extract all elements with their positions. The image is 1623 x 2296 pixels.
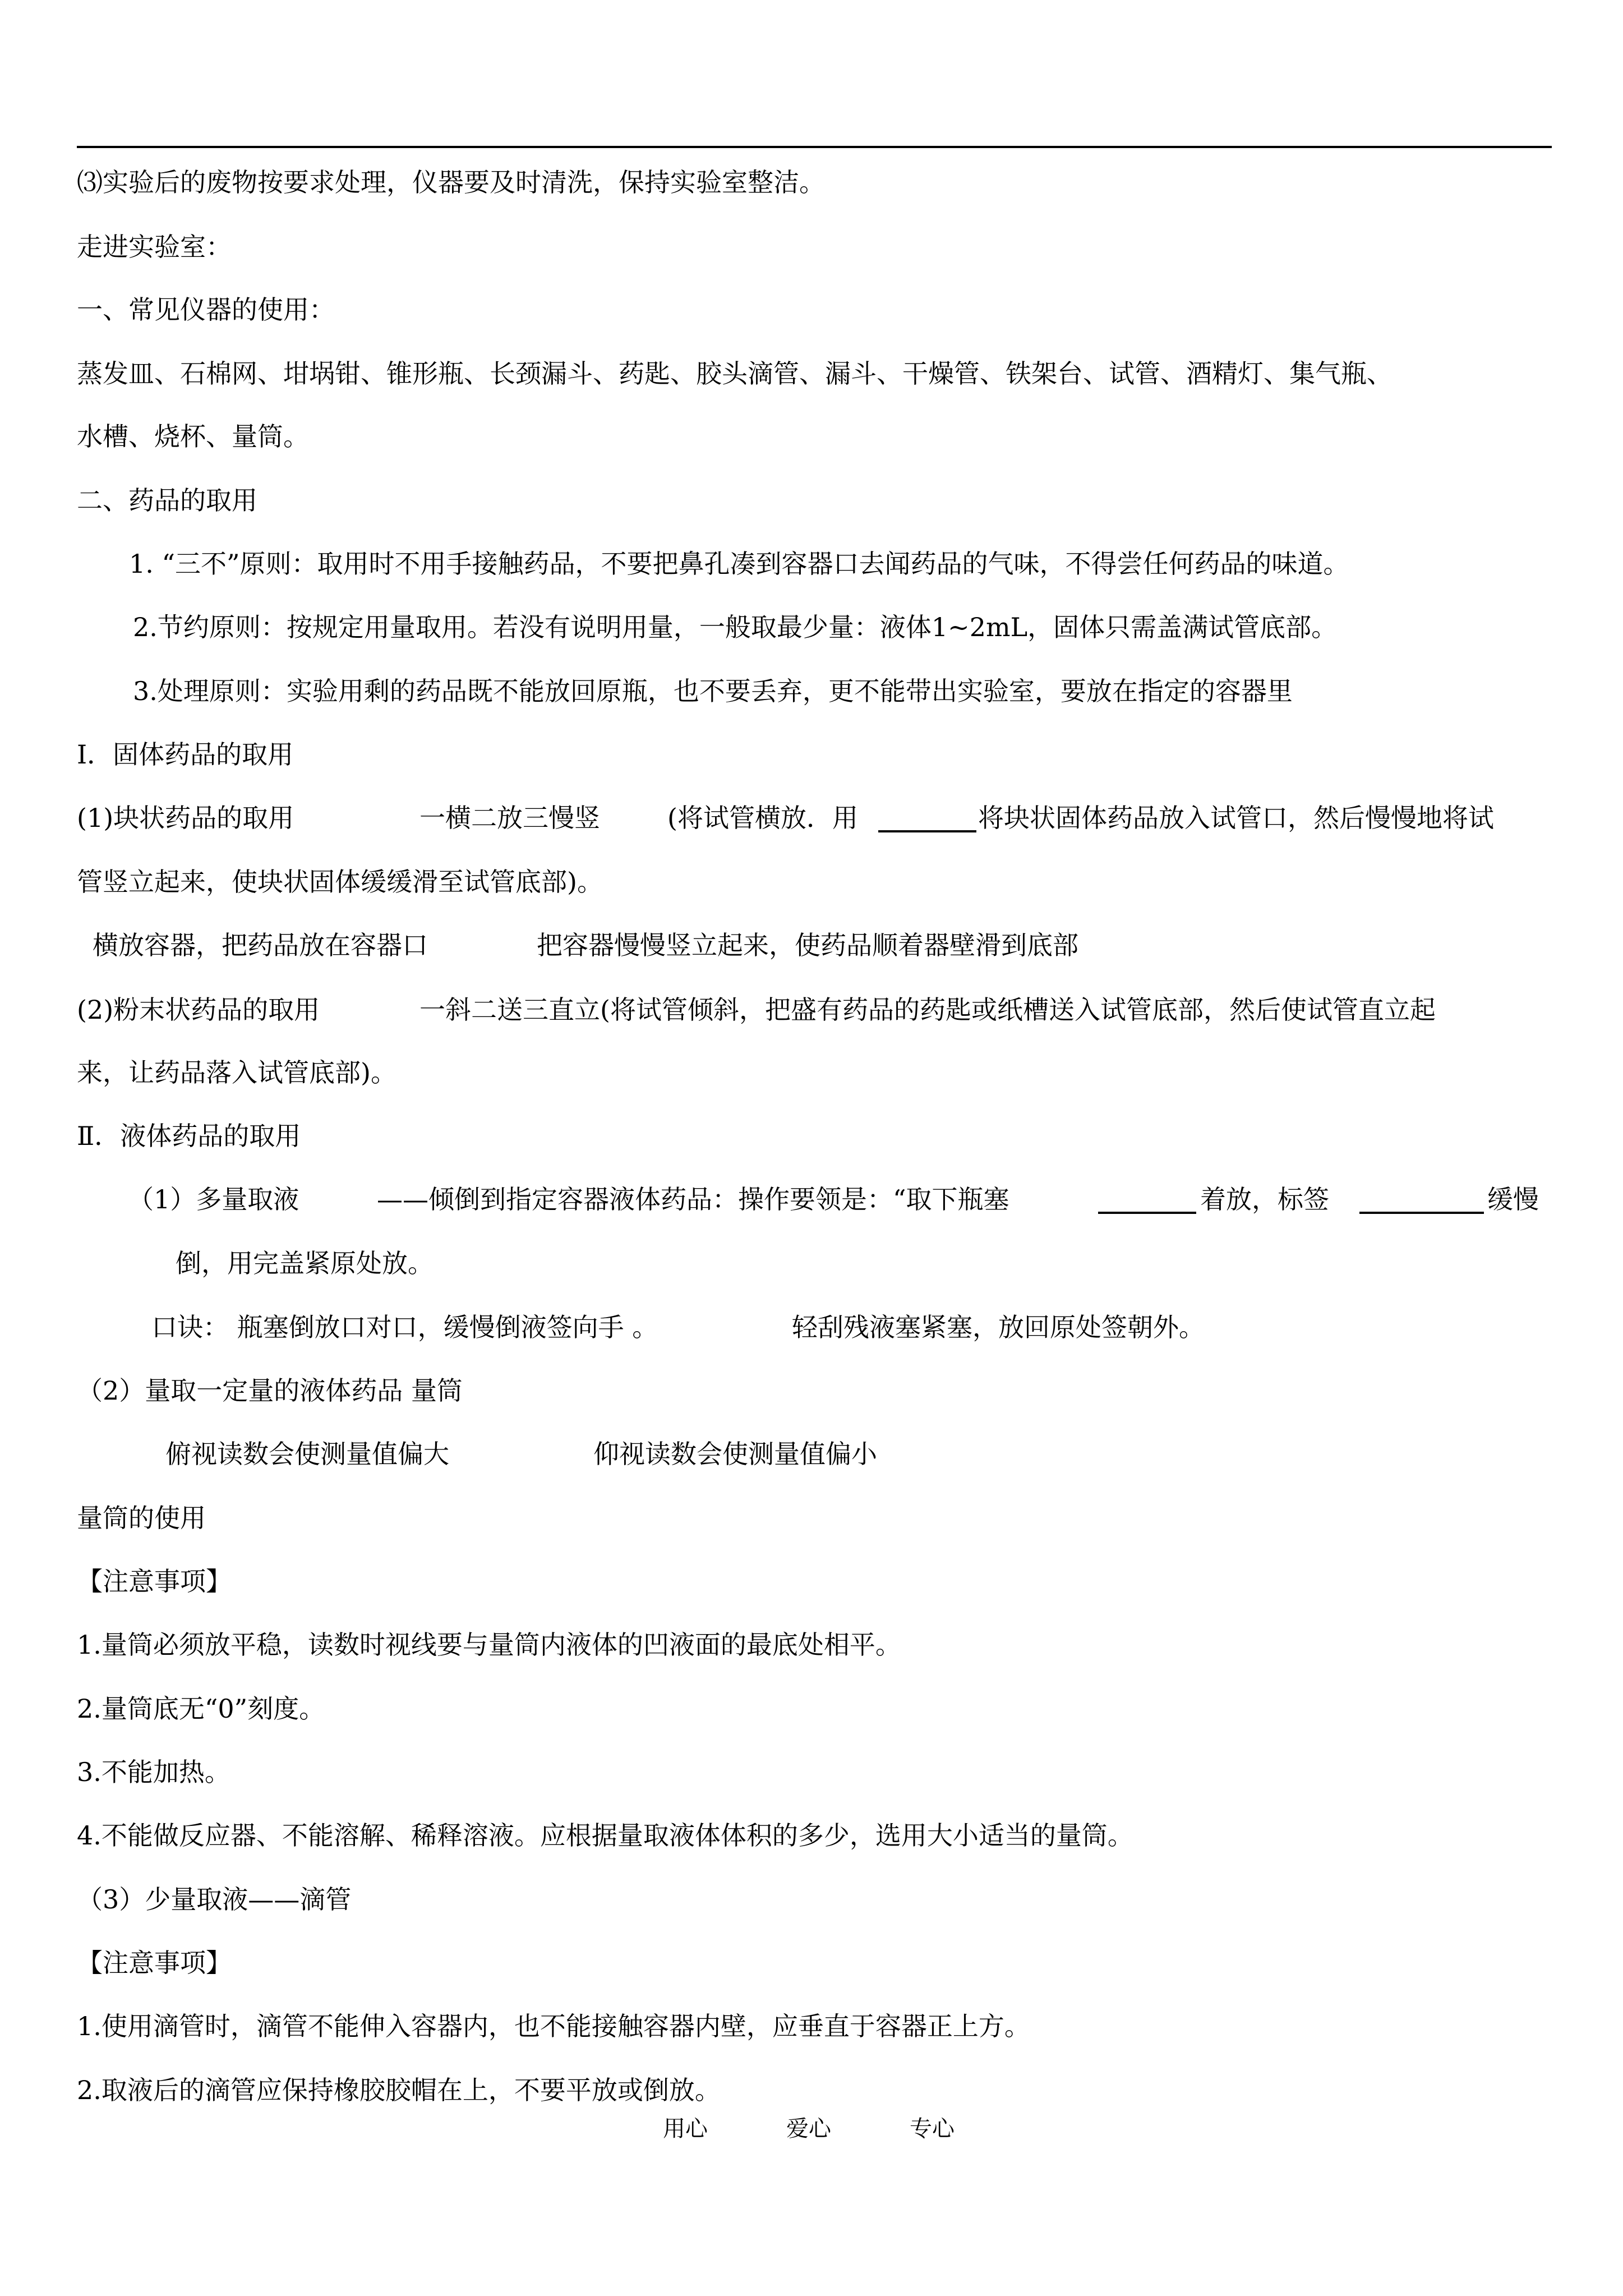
line-lump-after: 将块状固体药品放入试管口，然后慢慢地将试 — [978, 803, 1494, 833]
text-line: （3）少量取液——滴管 — [77, 1884, 352, 1915]
fill-blank — [1098, 1187, 1196, 1214]
text-line: 把容器慢慢竖立起来，使药品顺着器壁滑到底部 — [537, 930, 1078, 960]
line-lump-before: (将试管横放．用 — [667, 803, 858, 833]
text-line: 4.不能做反应器、不能溶解、稀释溶液。应根据量取液体体积的多少，选用大小适当的量筒。 — [77, 1820, 1133, 1851]
notes-heading: 【注意事项】 — [77, 1948, 232, 1978]
text-line: 倒，用完盖紧原处放。 — [176, 1248, 434, 1278]
section-heading: 量筒的使用 — [77, 1503, 206, 1533]
text-line: 2.取液后的滴管应保持橡胶胶帽在上，不要平放或倒放。 — [77, 2075, 721, 2105]
fill-blank — [1359, 1187, 1484, 1214]
text-line: 1.量筒必须放平稳，读数时视线要与量筒内液体的凹液面的最底处相平。 — [77, 1630, 901, 1660]
text-line: 2.量筒底无“0”刻度。 — [77, 1694, 325, 1724]
text-line: 仰视读数会使测量值偏小 — [593, 1439, 877, 1469]
section-heading: 一、常见仪器的使用： — [77, 295, 335, 325]
section-heading: 二、药品的取用 — [77, 485, 257, 516]
text-line: （2）量取一定量的液体药品 量筒 — [77, 1375, 463, 1406]
text-line: 一斜二送三直立(将试管倾斜，把盛有药品的药匙或纸槽送入试管底部，然后使试管直立起 — [419, 995, 1436, 1025]
line-pour-part1: ——倾倒到指定容器液体药品：操作要领是：“取下瓶塞 — [377, 1184, 1009, 1214]
text-line: 2.节约原则：按规定用量取用。若没有说明用量，一般取最少量：液体1~2mL，固体只需盖满试管底部。 — [133, 612, 1338, 642]
line-lump-rule: 一横二放三慢竖 — [419, 803, 600, 833]
footer-text: 专心 — [910, 2116, 955, 2142]
notes-heading: 【注意事项】 — [77, 1566, 232, 1596]
text-line: 俯视读数会使测量值偏大 — [165, 1439, 449, 1469]
line-pour-label: （1）多量取液 — [128, 1184, 299, 1214]
text-line: 蒸发皿、石棉网、坩埚钳、锥形瓶、长颈漏斗、药匙、胶头滴管、漏斗、干燥管、铁架台、试管、酒精灯、集气瓶、 — [77, 358, 1393, 389]
text-line: 1.使用滴管时，滴管不能伸入容器内，也不能接触容器内壁，应垂直于容器正上方。 — [77, 2011, 1030, 2041]
section-heading: Ⅱ．液体药品的取用 — [77, 1121, 301, 1151]
section-heading: Ⅰ．固体药品的取用 — [77, 739, 294, 770]
text-line: 水槽、烧杯、量筒。 — [77, 421, 309, 452]
header-rule — [77, 146, 1552, 148]
text-line: 口诀： 瓶塞倒放口对口，缓慢倒液签向手 。 — [151, 1312, 658, 1342]
text-line: 3.不能加热。 — [77, 1757, 230, 1787]
line-pour-part2: 着放，标签 — [1200, 1184, 1329, 1214]
text-line: 管竖立起来，使块状固体缓缓滑至试管底部)。 — [77, 867, 603, 897]
text-line: 横放容器，把药品放在容器口 — [93, 930, 428, 960]
text-line: ⑶实验后的废物按要求处理，仪器要及时清洗，保持实验室整洁。 — [77, 167, 825, 197]
fill-blank — [878, 806, 976, 832]
text-line: 来，让药品落入试管底部)。 — [77, 1057, 396, 1088]
line-pour-part3: 缓慢 — [1487, 1184, 1539, 1214]
line-lump-label: (1)块状药品的取用 — [77, 803, 294, 833]
footer-text: 用心 — [663, 2116, 708, 2142]
text-line: 轻刮残液塞紧塞，放回原处签朝外。 — [792, 1312, 1205, 1342]
text-line: (2)粉末状药品的取用 — [77, 995, 320, 1025]
text-line: 1. “三不”原则：取用时不用手接触药品，不要把鼻孔凑到容器口去闻药品的气味，不得尝任何药品的味道。 — [129, 549, 1349, 579]
text-line: 3.处理原则：实验用剩的药品既不能放回原瓶，也不要丢弃，更不能带出实验室，要放在指定的容器里 — [133, 676, 1293, 706]
footer-text: 爱心 — [786, 2116, 831, 2142]
text-line: 走进实验室： — [77, 232, 232, 262]
